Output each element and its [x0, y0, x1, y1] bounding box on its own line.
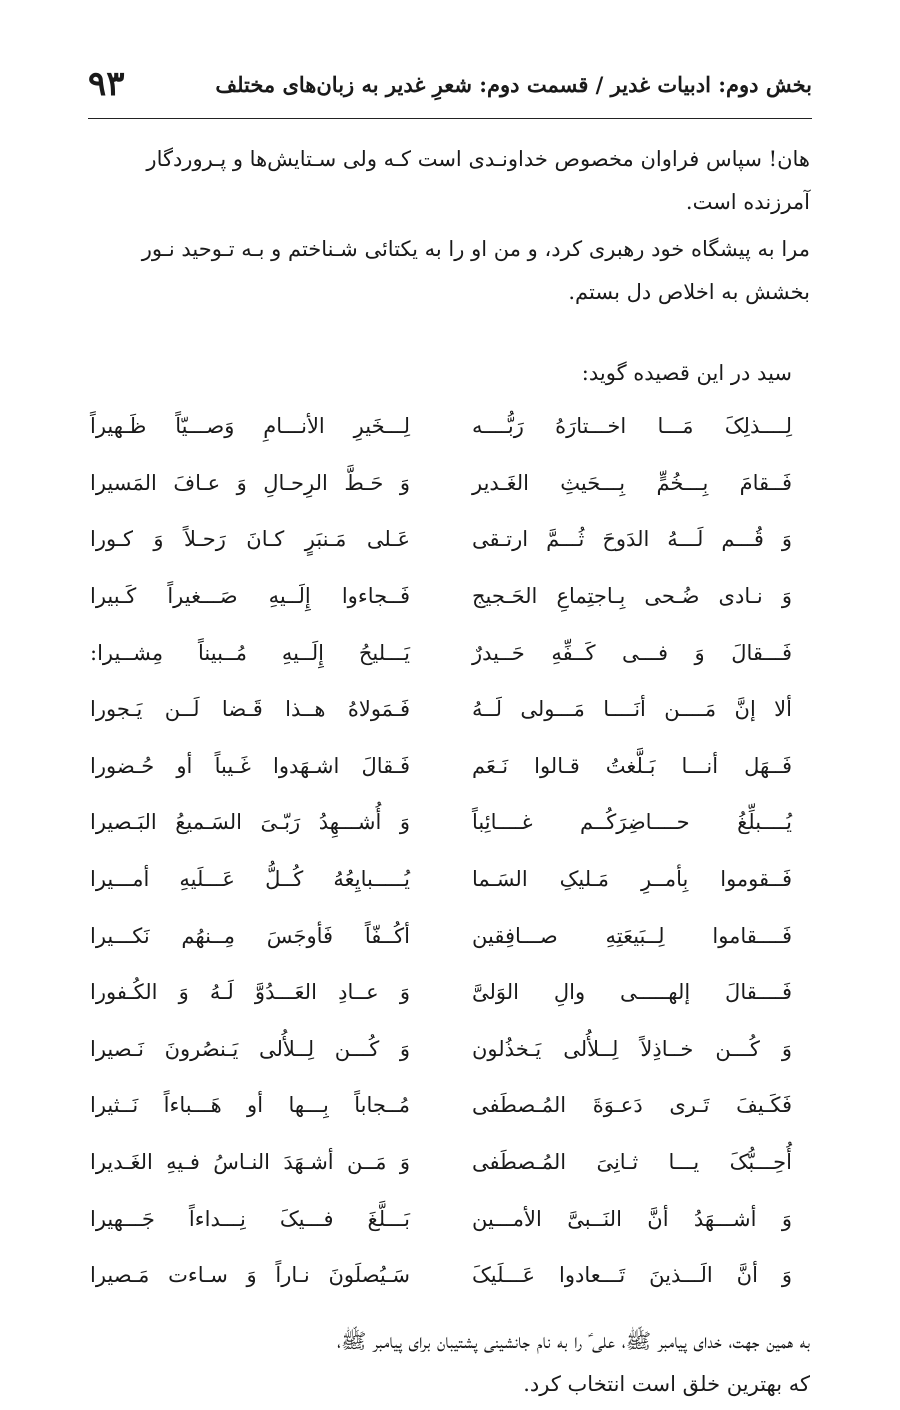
- verse-second-hemistich: لِـــخَیرِ الأنـــامِ وَصـــیّاً ظَـهیراً: [90, 414, 410, 439]
- page-body: [90, 138, 810, 1410]
- verse-first-hemistich: ألا إنَّ مَــــن أنَــــا مَـــولی لَــهُ: [472, 697, 792, 722]
- paragraph-line: مرا به پیشگاه خود رهبری کرد، و من او را به یکتائی شـناختم و بـه تـوحید نـور: [141, 237, 810, 261]
- verse-second-hemistich: أکُــفّاً فَأوجَسَ مِــنهُم نَکـــیرا: [90, 923, 410, 948]
- verse-second-hemistich: وَ عــادِ العَـــدُوَّ لَـهُ وَ الکُـفورا: [90, 980, 410, 1005]
- verse: [90, 511, 810, 568]
- verse: [90, 794, 810, 851]
- verse-second-hemistich: وَ حَـطَّ الرِحـالِ وَ عـافَ المَسیرا: [90, 470, 410, 495]
- verse-second-hemistich: یُـــــبایِعُهُ کُــلُّ عَـــلَیهِ أمـــیرا: [90, 867, 410, 892]
- verse-first-hemistich: وَ نـادی ضُـحی بِـاجتِماعِ الحَـجیج: [472, 584, 792, 609]
- verse: [90, 1077, 810, 1134]
- paragraph-line: که بهترین خلق است انتخاب کرد.: [523, 1371, 810, 1396]
- verse-second-hemistich: فَـمَولاهُ هــذا قَـضا لَــن یَـجورا: [90, 697, 410, 722]
- verse-first-hemistich: فَـــقالَ وَ فـــی کَــفِّهِ حَــیدرٌ: [472, 640, 792, 665]
- verse-first-hemistich: یُــــبلِّغُ حــــاضِرَکُــم غــــائِباً: [472, 810, 792, 835]
- running-title: بخش دوم: ادبیات غدیر / قسمت دوم: شعرِ غدیر به زبان‌های مختلف: [215, 72, 812, 97]
- verse: [90, 568, 810, 625]
- verse-first-hemistich: وَ کُـــن خــاذِلاً لِــلأُلی یَـخذُلون: [472, 1036, 792, 1061]
- verse-first-hemistich: فَــقوموا بِأمــرِ مَـلیکِ السَـما: [472, 867, 792, 892]
- verse-second-hemistich: وَ کُـــن لِــلأُلی یَـنصُرونَ نَـصیرا: [90, 1036, 410, 1061]
- paragraph-line: بخشش به اخلاص دل بستم.: [568, 280, 810, 304]
- verse: [90, 455, 810, 512]
- paragraph: [90, 138, 810, 224]
- verse: [90, 964, 810, 1021]
- verse-second-hemistich: بَـــلَّغَ فـــیکَ نِـــداءاً جَـــهیرا: [90, 1206, 410, 1231]
- paragraph-line: به همین جهت، خدای پیامبر ﷺ، علی ؑ را به نام جانشینی پشتیبان برای پیامبر ﷺ،: [336, 1328, 810, 1353]
- closing-paragraph: [90, 1320, 810, 1406]
- verse-second-hemistich: وَ أُشـــهِدُ رَبّـیَ السَـمیعُ البَـصیرا: [90, 810, 410, 835]
- verse-first-hemistich: أُحِـــبُّکَ یـــا ثـانِیَ المُـصطَفی: [472, 1150, 792, 1175]
- verse-first-hemistich: فَکَـیفَ تَـری دَعـوَةَ المُـصطَفی: [472, 1093, 792, 1118]
- verse-second-hemistich: مُــجاباً بِـــها أو هَـــباءاً نَــثیرا: [90, 1093, 410, 1118]
- paragraph-line: هان! سپاس فراوان مخصوص خداونـدی است کـه ولی سـتایش‌ها و پـروردگار: [146, 147, 810, 171]
- verse-second-hemistich: سَـیُصلَونَ نـاراً وَ سـاءت مَـصیرا: [90, 1263, 410, 1288]
- verse-first-hemistich: فَــــقالَ إلهـــــی والِ الوَلیَّ: [472, 980, 792, 1005]
- verse-second-hemistich: وَ مَــن أشـهَدَ النـاسُ فـیهِ الغَـدیرا: [90, 1150, 410, 1175]
- poem-intro: سید در این قصیده گوید:: [581, 361, 792, 385]
- verse: [90, 398, 810, 455]
- verse: [90, 624, 810, 681]
- verse: [90, 1134, 810, 1191]
- verse: [90, 851, 810, 908]
- verse-first-hemistich: فَــقامَ بِـــخُمٍّ بِـــحَیثِ الغَـدیر: [472, 470, 792, 495]
- verse: [90, 907, 810, 964]
- verse-first-hemistich: وَ أنَّ الَـــذینَ تَـــعادوا عَـــلَیکَ: [472, 1263, 792, 1288]
- verse-second-hemistich: فَـقالَ اشـهَدوا غَـیباً أو حُـضورا: [90, 753, 410, 778]
- verse: [90, 738, 810, 795]
- verse-first-hemistich: فَــــقاموا لِــبَیعَتِهِ صـــافِقین: [472, 923, 792, 948]
- verse-first-hemistich: فَــهَل أنـــا بَـلَّغتُ قـالوا نَـعَم: [472, 753, 792, 778]
- paragraph-line: آمرزنده است.: [685, 190, 810, 214]
- verse-first-hemistich: وَ أشـــهَدُ أنَّ النَــبیَّ الأمـــین: [472, 1206, 792, 1231]
- verse-first-hemistich: لِــــذلِکَ مَـــا اخـــتارَهُ رَبُّــــه: [472, 414, 792, 439]
- page-header: [88, 62, 812, 119]
- verse-second-hemistich: فَــجاءوا إِلَــیهِ صَـــغیراً کَـبیرا: [90, 584, 410, 609]
- verse-second-hemistich: عَـلی مَـنبَرٍ کـانَ رَحـلاً وَ کـورا: [90, 527, 410, 552]
- verse: [90, 1247, 810, 1304]
- verse: [90, 1021, 810, 1078]
- verse-first-hemistich: وَ قُـــم لَـــهُ الدَوحَ ثُـــمَّ ارتـقی: [472, 527, 792, 552]
- poem-verses: [90, 398, 810, 1304]
- verse: [90, 1190, 810, 1247]
- verse-second-hemistich: یَـــلیحُ إِلَــیهِ مُــبیناً مِشــیرا:: [90, 640, 410, 665]
- paragraph: [90, 228, 810, 314]
- page-number: ۹۳: [88, 64, 125, 104]
- verse: [90, 681, 810, 738]
